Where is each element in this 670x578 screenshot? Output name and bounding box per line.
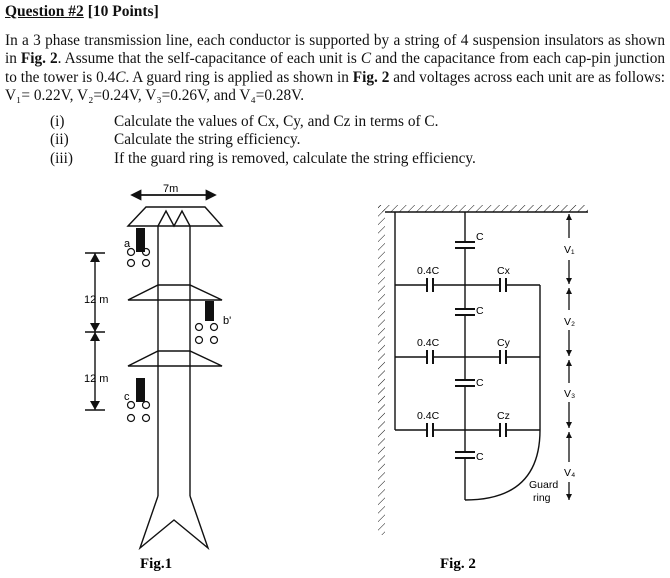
intro-text-4: . A guard ring is applied as shown in (125, 68, 353, 86)
question-points: [10 Points] (87, 3, 159, 20)
v1-label: V₁ (564, 244, 575, 256)
task-number: (i) (50, 113, 65, 130)
shunt-cap-label-2: 0.4C (417, 337, 440, 349)
height-label-1: 12 m (84, 294, 109, 306)
width-label: 7m (163, 183, 179, 195)
tower-wall-hatch (378, 205, 385, 535)
v2-label: V₂ (564, 316, 576, 328)
intro-text-1: In a 3 phase transmission line, each conductor is supported by a string of 4 suspension insulators as shown in (5, 32, 665, 68)
self-cap-label-2: C (476, 305, 484, 317)
conductor-c-label: c (124, 391, 130, 403)
task-text: If the guard ring is removed, calculate the string efficiency. (114, 149, 476, 167)
v4-label: V₄ (564, 467, 576, 479)
task-number: (iii) (50, 149, 73, 167)
intro-text-5: and voltages across each unit are as follows: V₁= 0.22V, V₂=0.24V, V₃=0.26V, and V₄=0.28V. (5, 68, 665, 105)
guard-ring-label-2: ring (533, 492, 551, 504)
figure-reference-2: Fig. 2 (352, 68, 390, 86)
guard-ring-label-1: Guard (529, 479, 559, 491)
height-label-2: 12 m (84, 373, 109, 385)
tower-ceiling-hatch (378, 205, 588, 212)
shunt-cap-label-1: 0.4C (417, 265, 440, 277)
self-cap-label-1: C (476, 231, 484, 243)
cy-label: Cy (497, 337, 510, 349)
self-cap-label-4: C (476, 451, 484, 463)
figure-reference: Fig. 2 (20, 50, 58, 68)
task-text: Calculate the string efficiency. (114, 131, 301, 149)
question-number: Question #2 (5, 3, 84, 20)
intro-text-3: and the capacitance from each cap-pin junction to the tower is 0.4 (5, 50, 666, 86)
task-text: Calculate the values of Cx, Cy, and Cz in terms of C. (114, 113, 439, 130)
conductor-b-label: b' (223, 315, 232, 327)
v3-label: V₃ (564, 388, 576, 400)
circuit-wires (385, 212, 588, 500)
self-cap-label-3: C (476, 377, 484, 389)
capacitance-symbol: C (360, 50, 372, 68)
intro-text-2: . Assume that the self-capacitance of each unit is (57, 50, 361, 68)
cz-label: Cz (497, 410, 510, 422)
task-number: (ii) (50, 131, 69, 149)
cx-label: Cx (497, 265, 510, 277)
shunt-cap-label-3: 0.4C (417, 410, 440, 422)
conductor-a-label: a (124, 238, 131, 250)
figure-1-caption: Fig.1 (140, 556, 173, 572)
capacitance-symbol-2: C (115, 68, 126, 86)
figure-2-caption: Fig. 2 (440, 556, 476, 572)
